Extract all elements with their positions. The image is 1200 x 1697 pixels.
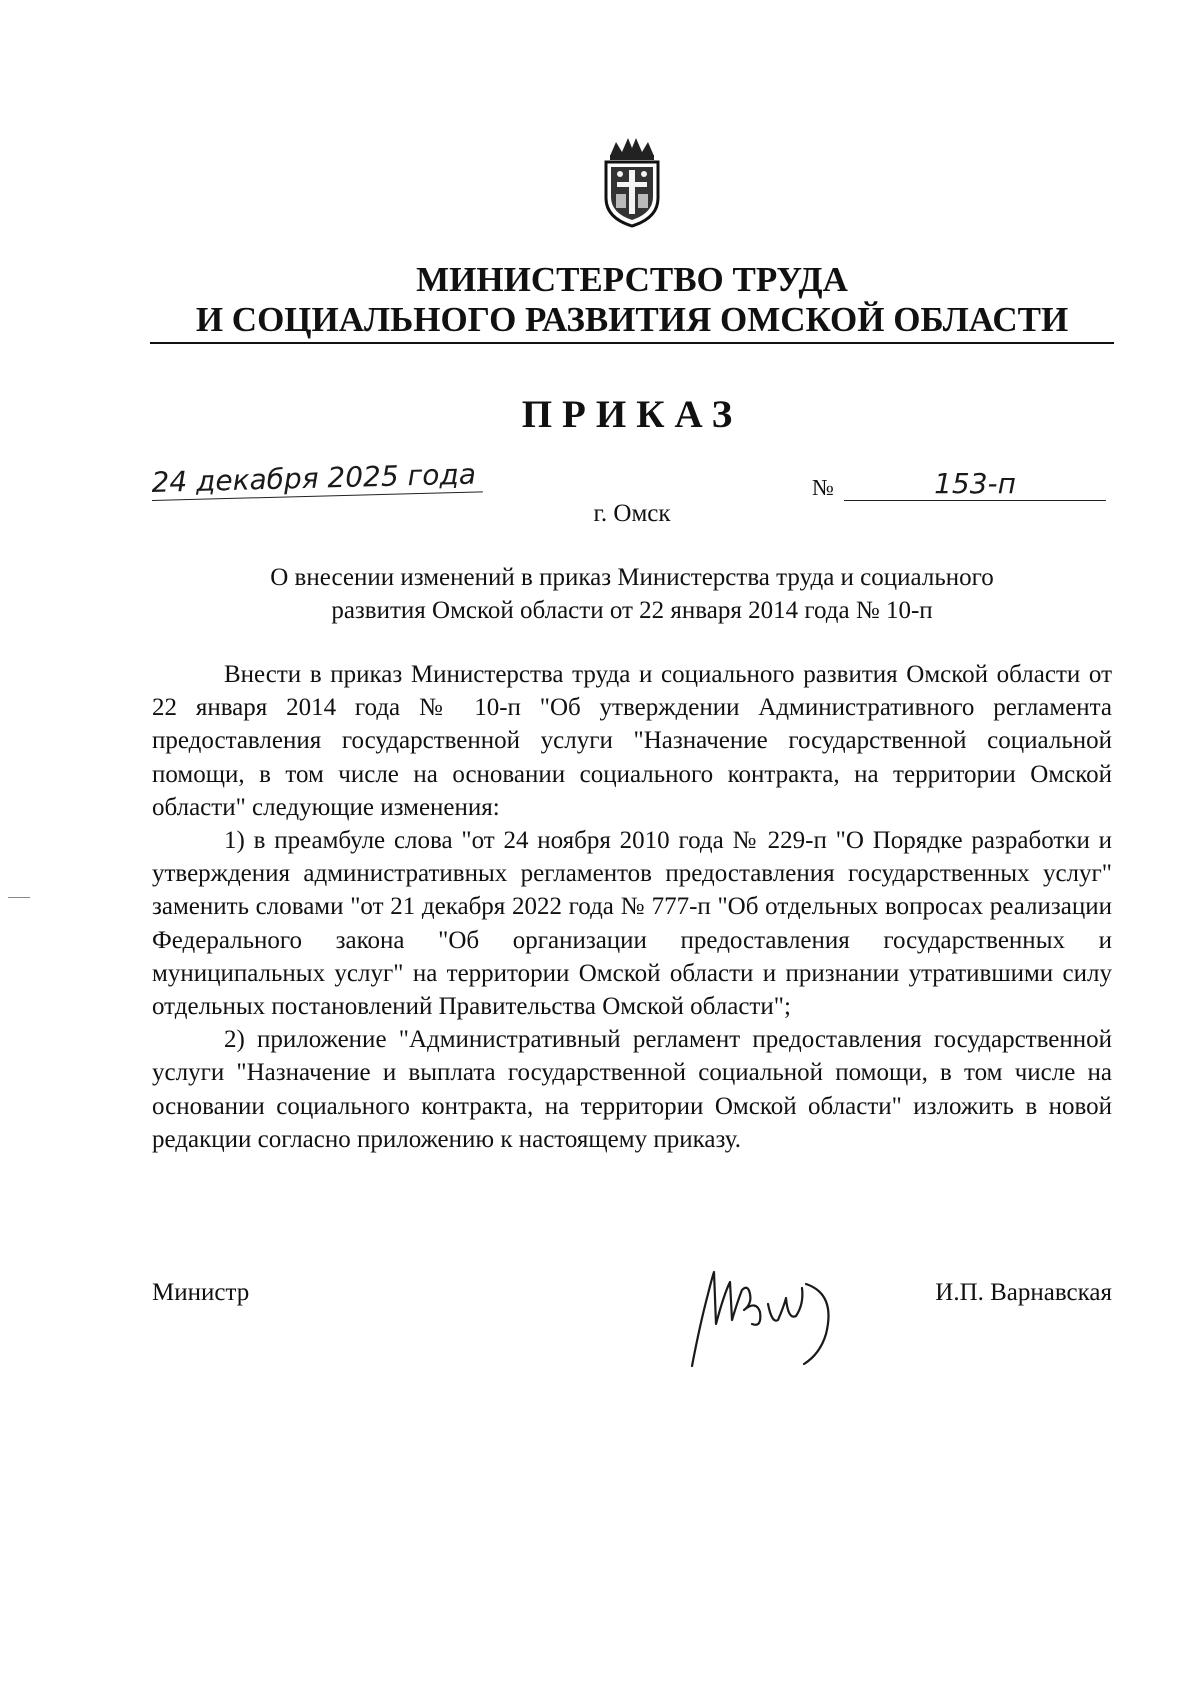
document-type-heading: ПРИКАЗ <box>521 393 743 436</box>
subject-line2: развития Омской области от 22 января 2014 года № 10-п <box>331 597 933 624</box>
subject-line1: О внесении изменений в приказ Министерства труда и социального <box>270 564 994 591</box>
order-subject <box>150 561 1114 627</box>
city-line: г. Омск <box>593 500 671 527</box>
body-item-2: 2) приложение "Административный регламент предоставления государственной услуги "Назначение и выплата государственной социальной помощи, в том числе на основании социального контракта, на территории Омской области" изложить в новой редакции согласно приложению к настоящему приказу. <box>152 1026 1112 1153</box>
header-divider <box>150 342 1114 344</box>
coat-of-arms-icon <box>598 136 666 228</box>
ministry-name-line1: МИНИСТЕРСТВО ТРУДА <box>416 260 848 299</box>
ministry-name-line2: И СОЦИАЛЬНОГО РАЗВИТИЯ ОМСКОЙ ОБЛАСТИ <box>195 300 1069 339</box>
signer-name: И.П. Варнавская <box>935 1279 1112 1306</box>
number-label: № <box>812 475 834 500</box>
signer-title: Министр <box>152 1279 250 1306</box>
scan-margin-mark <box>8 897 30 898</box>
handwritten-signature-icon <box>686 1254 856 1374</box>
body-item-1: 1) в преамбуле слова "от 24 ноября 2010 года № 229-п "О Порядке разработки и утверждения административных регламентов предоставления государственных услуг" заменить словами "от 21 декабря 2022 года № 777-п "Об отдельных вопросах реализации Федерального закона "Об организации предоставления государственных и муниципальных услуг" на территории Омской области и признании утратившими силу отдельных постановлений Правительства Омской области"; <box>152 827 1112 1021</box>
body-intro-paragraph: Внести в приказ Министерства труда и социального развития Омской области от 22 января 2014 года № 10-п "Об утверждении Административного регламента предоставления государственной услуги "Назначение государственной социальной помощи, в том числе на основании социального контракта, на территории Омской области" следующие изменения: <box>152 661 1112 821</box>
handwritten-date: 24 декабря 2025 года <box>151 457 482 501</box>
order-body <box>152 658 1112 1156</box>
handwritten-number: 153-п <box>844 468 1106 501</box>
